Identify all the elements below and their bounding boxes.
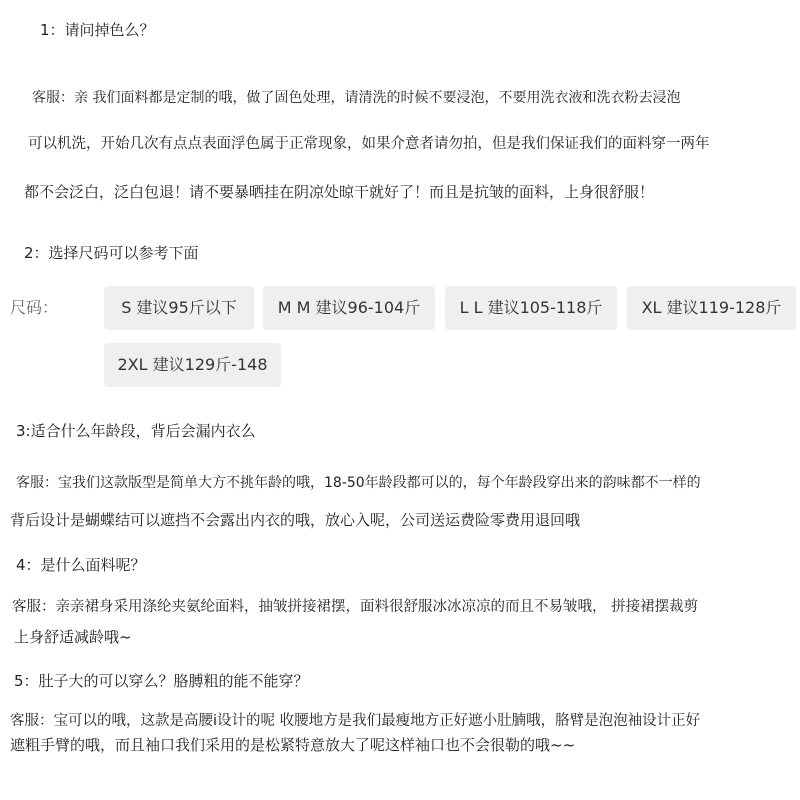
question-2: 2：选择尺码可以参考下面: [24, 244, 199, 262]
size-chip-s: S 建议95斤以下: [104, 286, 254, 330]
question-3: 3:适合什么年龄段，背后会漏内衣么: [16, 422, 256, 440]
answer-1-line-3: 都不会泛白，泛白包退！请不要暴晒挂在阴凉处晾干就好了！而且是抗皱的面料，上身很舒服！: [24, 183, 655, 201]
question-4: 4：是什么面料呢？: [16, 556, 146, 574]
answer-5-line-2: 遮粗手臂的哦，而且袖口我们采用的是松紧特意放大了呢这样袖口也不会很勒的哦~~: [10, 736, 576, 754]
answer-1-line-2: 可以机洗，开始几次有点点表面浮色属于正常现象，如果介意者请勿拍，但是我们保证我们的面料穿一两年: [28, 136, 710, 152]
size-chip-m: M M 建议96-104斤: [263, 286, 435, 330]
question-5: 5：肚子大的可以穿么？胳膊粗的能不能穿？: [14, 672, 309, 690]
answer-5-line-1: 客服：宝可以的哦，这款是高腰i设计的呢 收腰地方是我们最瘦地方正好遮小肚腩哦，胳臂是泡泡袖设计正好: [10, 713, 701, 729]
answer-3-line-2: 背后设计是蝴蝶结可以遮挡不会露出内衣的哦，放心入呢，公司送运费险零费用退回哦: [10, 511, 581, 529]
answer-3-line-1: 客服：宝我们这款版型是简单大方不挑年龄的哦，18-50年龄段都可以的，每个年龄段穿出来的韵味都不一样的: [16, 475, 701, 491]
answer-1-line-1: 客服：亲 我们面料都是定制的哦，做了固色处理，请清洗的时候不要浸泡，不要用洗衣液和洗衣粉去浸泡: [32, 90, 681, 106]
size-chip-l: L L 建议105-118斤: [445, 286, 617, 330]
size-label: 尺码：: [10, 298, 59, 317]
size-chip-2xl: 2XL 建议129斤-148: [104, 343, 281, 387]
size-chip-xl: XL 建议119-128斤: [627, 286, 796, 330]
answer-4-line-1: 客服：亲亲裙身采用涤纶夹氨纶面料，抽皱拼接裙摆，面料很舒服冰冰凉凉的而且不易皱哦， 拼接裙摆裁剪: [12, 599, 699, 615]
question-1: 1：请问掉色么？: [40, 21, 155, 39]
answer-4-line-2: 上身舒适减龄哦~: [14, 628, 132, 646]
